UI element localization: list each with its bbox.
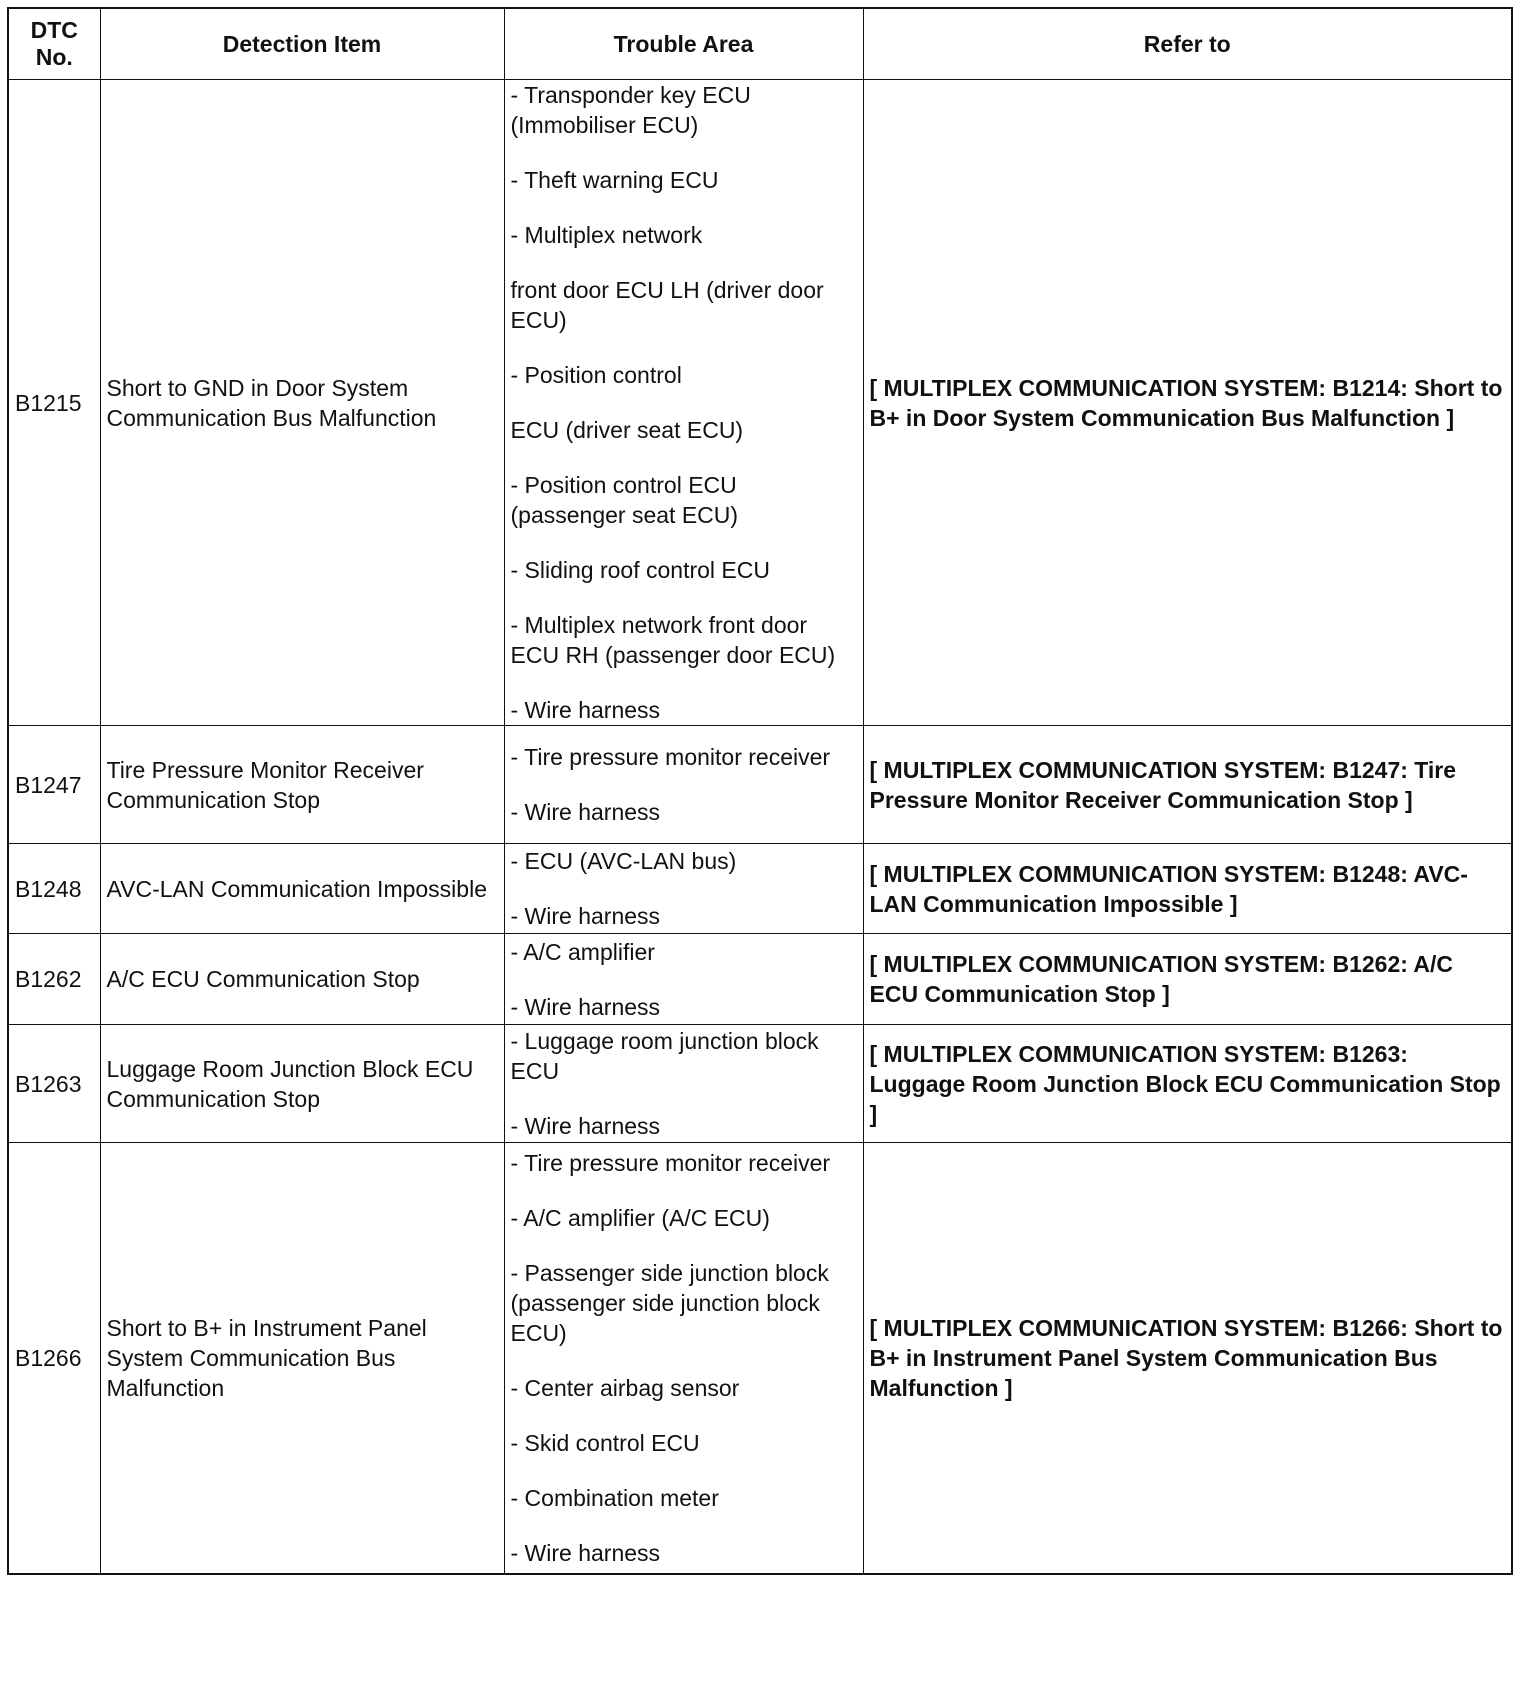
trouble-area-item: - Position control bbox=[510, 362, 682, 388]
refer-to-link[interactable]: [ MULTIPLEX COMMUNICATION SYSTEM: B1214: Short to B+ in Door System Communication Bus Malfunction ] bbox=[863, 80, 1512, 726]
dtc-table bbox=[7, 7, 1513, 1575]
trouble-area-item: - Combination meter bbox=[510, 1484, 719, 1511]
table-row bbox=[8, 726, 1512, 844]
trouble-area-list bbox=[511, 846, 857, 931]
trouble-area bbox=[504, 844, 863, 934]
detection-item: Luggage Room Junction Block ECU Communication Stop bbox=[100, 1025, 504, 1143]
trouble-area-item: - Skid control ECU bbox=[510, 1429, 700, 1456]
dtc-code: B1215 bbox=[8, 80, 100, 726]
trouble-area-item: - Passenger side junction block (passenger side junction block ECU) bbox=[510, 1259, 829, 1346]
detection-item: AVC-LAN Communication Impossible bbox=[100, 844, 504, 934]
table-body bbox=[8, 80, 1512, 1574]
trouble-area-item: - A/C amplifier (A/C ECU) bbox=[510, 1204, 770, 1231]
trouble-area-item: - Center airbag sensor bbox=[510, 1374, 740, 1401]
trouble-area-list bbox=[511, 80, 857, 725]
trouble-area-item: front door ECU LH (driver door ECU) bbox=[510, 277, 824, 333]
trouble-area bbox=[504, 1025, 863, 1143]
table-row bbox=[8, 934, 1512, 1025]
detection-item: Short to B+ in Instrument Panel System Communication Bus Malfunction bbox=[100, 1143, 504, 1574]
refer-to-link[interactable]: [ MULTIPLEX COMMUNICATION SYSTEM: B1262: A/C ECU Communication Stop ] bbox=[863, 934, 1512, 1025]
refer-to-link[interactable]: [ MULTIPLEX COMMUNICATION SYSTEM: B1248: AVC-LAN Communication Impossible ] bbox=[863, 844, 1512, 934]
dtc-code: B1262 bbox=[8, 934, 100, 1025]
dtc-code: B1247 bbox=[8, 726, 100, 844]
header-trouble-area: Trouble Area bbox=[504, 8, 863, 80]
trouble-area-item: - Wire harness bbox=[510, 903, 661, 929]
trouble-area bbox=[504, 726, 863, 844]
detection-item: A/C ECU Communication Stop bbox=[100, 934, 504, 1025]
trouble-area-item: - Multiplex network front door ECU RH (passenger door ECU) bbox=[510, 612, 836, 668]
table-row bbox=[8, 80, 1512, 726]
trouble-area-item: - Wire harness bbox=[510, 1113, 661, 1139]
trouble-area bbox=[504, 934, 863, 1025]
trouble-area-item: - Luggage room junction block ECU bbox=[510, 1028, 819, 1084]
trouble-area-item: - A/C amplifier bbox=[510, 938, 655, 965]
table-row bbox=[8, 844, 1512, 934]
trouble-area-item: - Theft warning ECU bbox=[510, 167, 719, 193]
trouble-area-item: - Wire harness bbox=[510, 1539, 661, 1566]
refer-to-link[interactable]: [ MULTIPLEX COMMUNICATION SYSTEM: B1263: Luggage Room Junction Block ECU Communication Stop ] bbox=[863, 1025, 1512, 1143]
dtc-code: B1266 bbox=[8, 1143, 100, 1574]
trouble-area-item: - Wire harness bbox=[510, 799, 661, 825]
dtc-code: B1263 bbox=[8, 1025, 100, 1143]
trouble-area bbox=[504, 1143, 863, 1574]
trouble-area-item: - Sliding roof control ECU bbox=[510, 557, 770, 583]
detection-item: Tire Pressure Monitor Receiver Communication Stop bbox=[100, 726, 504, 844]
dtc-code: B1248 bbox=[8, 844, 100, 934]
header-refer-to: Refer to bbox=[863, 8, 1512, 80]
trouble-area-list bbox=[511, 742, 857, 827]
detection-item: Short to GND in Door System Communication Bus Malfunction bbox=[100, 80, 504, 726]
header-dtc-no-line2: No. bbox=[35, 44, 73, 70]
trouble-area-item: - Tire pressure monitor receiver bbox=[510, 744, 831, 770]
trouble-area-item: - Position control ECU (passenger seat ECU) bbox=[510, 472, 739, 528]
table-row bbox=[8, 1025, 1512, 1143]
table-row bbox=[8, 1143, 1512, 1574]
table-header-row bbox=[8, 8, 1512, 80]
trouble-area-item: ECU (driver seat ECU) bbox=[510, 417, 744, 443]
trouble-area-item: - Multiplex network bbox=[510, 222, 703, 248]
trouble-area-item: - Transponder key ECU (Immobiliser ECU) bbox=[510, 82, 751, 138]
refer-to-link[interactable]: [ MULTIPLEX COMMUNICATION SYSTEM: B1266: Short to B+ in Instrument Panel System Communication Bus Malfunction ] bbox=[863, 1143, 1512, 1574]
header-dtc-no bbox=[8, 8, 100, 80]
trouble-area bbox=[504, 80, 863, 726]
header-detection-item: Detection Item bbox=[100, 8, 504, 80]
trouble-area-item: - Wire harness bbox=[510, 697, 661, 723]
trouble-area-item: - Wire harness bbox=[510, 993, 661, 1020]
header-dtc-no-line1: DTC bbox=[30, 17, 78, 43]
trouble-area-list bbox=[511, 1148, 857, 1568]
trouble-area-item: - ECU (AVC-LAN bus) bbox=[510, 848, 737, 874]
refer-to-link[interactable]: [ MULTIPLEX COMMUNICATION SYSTEM: B1247: Tire Pressure Monitor Receiver Communication Stop ] bbox=[863, 726, 1512, 844]
trouble-area-list bbox=[511, 937, 857, 1022]
trouble-area-item: - Tire pressure monitor receiver bbox=[510, 1149, 831, 1176]
trouble-area-list bbox=[511, 1026, 857, 1141]
